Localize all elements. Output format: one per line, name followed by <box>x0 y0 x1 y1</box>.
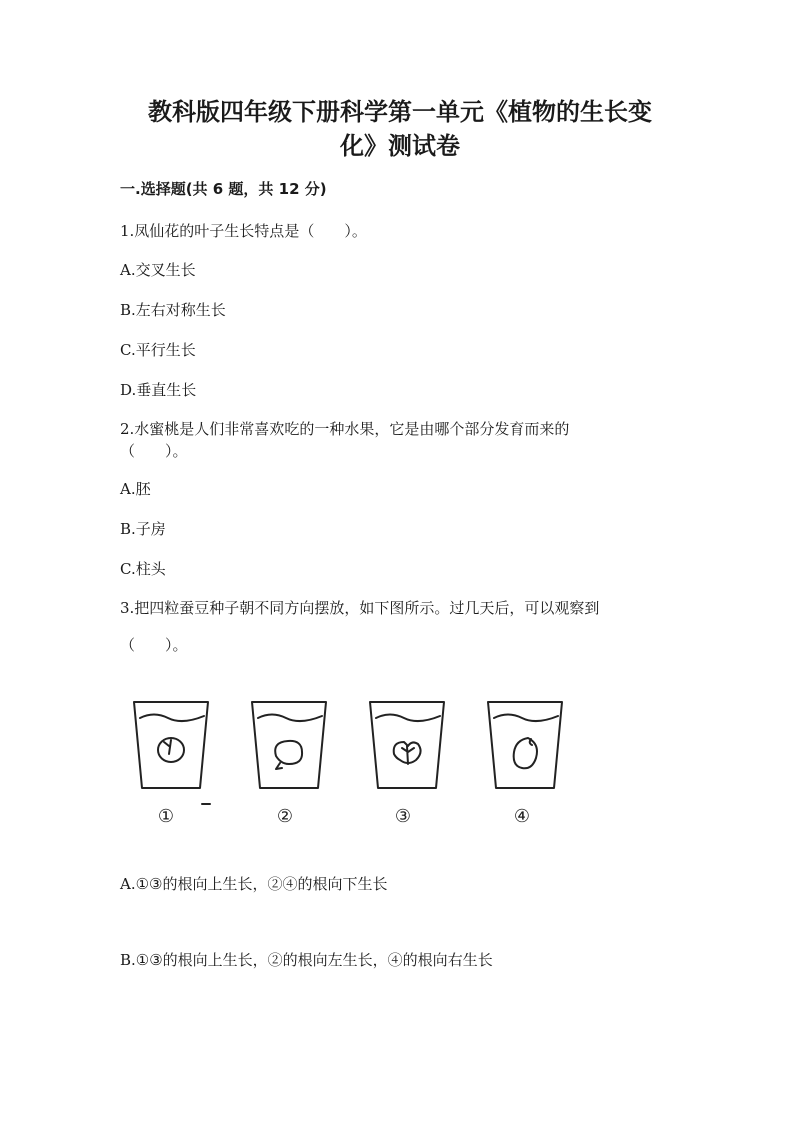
question-2-option-c[interactable]: C.柱头 <box>120 560 166 578</box>
question-2-option-b[interactable]: B.子房 <box>120 520 166 538</box>
question-3-stem-line-1: 3.把四粒蚕豆种子朝不同方向摆放，如下图所示。过几天后，可以观察到 <box>120 599 600 617</box>
figure-label-4: ④ <box>513 806 531 827</box>
page-title-line-1: 教科版四年级下册科学第一单元《植物的生长变 <box>148 98 652 126</box>
cup-4-icon <box>488 702 562 788</box>
cup-1-icon <box>134 702 208 788</box>
figure-label-3: ③ <box>394 806 412 827</box>
question-3-stem-line-2: （ ）。 <box>120 636 188 654</box>
question-3-option-b[interactable]: B.①③的根向上生长，②的根向左生长，④的根向右生长 <box>120 951 493 969</box>
question-2-stem-line-1: 2.水蜜桃是人们非常喜欢吃的一种水果，它是由哪个部分发育而来的 <box>120 420 570 438</box>
question-2-stem-line-2: （ ）。 <box>120 442 188 460</box>
question-1-stem: 1.凤仙花的叶子生长特点是（ ）。 <box>120 222 367 240</box>
section-heading: 一.选择题(共 6 题，共 12 分) <box>120 180 327 198</box>
question-1-option-a[interactable]: A.交叉生长 <box>120 261 196 279</box>
question-1-option-c[interactable]: C.平行生长 <box>120 341 196 359</box>
question-2-option-a[interactable]: A.胚 <box>120 480 151 498</box>
question-1-option-b[interactable]: B.左右对称生长 <box>120 301 226 319</box>
question-1-option-d[interactable]: D.垂直生长 <box>120 381 197 399</box>
seed-cups-figure <box>120 690 580 830</box>
figure-label-2: ② <box>276 806 294 827</box>
figure-label-1: ① <box>157 806 175 827</box>
page-title-line-2: 化》测试卷 <box>340 132 460 160</box>
cup-3-icon <box>370 702 444 788</box>
cup-2-icon <box>252 702 326 788</box>
question-3-option-a[interactable]: A.①③的根向上生长，②④的根向下生长 <box>120 875 388 893</box>
